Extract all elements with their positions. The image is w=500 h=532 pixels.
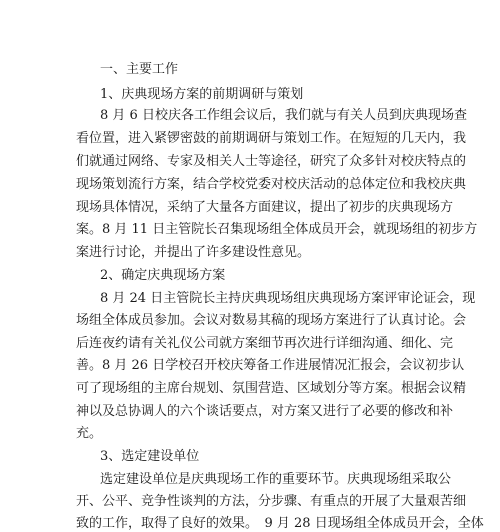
paragraph-line: 善。8 月 26 日学校召开校庆筹备工作进展情况汇报会，会议初步认 (76, 358, 465, 373)
section-heading: 一、主要工作 (100, 62, 179, 77)
subsection-heading: 2、确定庆典现场方案 (100, 268, 226, 283)
paragraph-line: 8 月 6 日校庆各工作组会议后，我们就与有关人员到庆典现场查 (100, 108, 467, 123)
paragraph-line: 选定建设单位是庆典现场工作的重要环节。庆典现场组采取公 (100, 472, 452, 487)
subsection-heading: 1、庆典现场方案的前期调研与策划 (100, 87, 304, 102)
paragraph-line: 后连夜约请有关礼仪公司就方案细节再次进行详细沟通、细化、完 (76, 336, 454, 351)
paragraph-line: 致的工作，取得了良好的效果。 9 月 28 日现场组全体成员开会，全体 (76, 516, 484, 531)
paragraph-line: 场组全体成员参加。会议对数易其稿的现场方案进行了认真讨论。会 (76, 313, 467, 328)
paragraph-line: 现场具体情况，采纳了大量各方面建议，提出了初步的庆典现场方 (76, 200, 454, 215)
paragraph-line: 可了现场组的主席台规划、氛围营造、区域划分等方案。根据会议精 (76, 381, 467, 396)
paragraph-line: 充。 (76, 426, 103, 441)
paragraph-line: 现场策划流行方案，结合学校党委对校庆活动的总体定位和我校庆典 (76, 177, 467, 192)
paragraph-line: 开、公平、竞争性谈判的方法，分步骤、有重点的开展了大量艰苦细 (76, 494, 467, 509)
paragraph-line: 神以及总协调人的六个谈话要点，对方案又进行了必要的修改和补 (76, 404, 454, 419)
paragraph-line: 8 月 24 日主管院长主持庆典现场组庆典现场方案评审论证会，现 (100, 291, 476, 306)
paragraph-line: 看位置，进入紧锣密鼓的前期调研与策划工作。在短短的几天内，我 (76, 131, 467, 146)
paragraph-line: 案。8 月 11 日主管院长召集现场组全体成员开会，就现场组的初步方 (76, 222, 478, 237)
paragraph-line: 们就通过网络、专家及相关人士等途径，研究了众多针对校庆特点的 (76, 154, 467, 169)
paragraph-line: 案进行讨论，并提出了许多建设性意见。 (76, 245, 311, 260)
subsection-heading: 3、选定建设单位 (100, 449, 200, 464)
